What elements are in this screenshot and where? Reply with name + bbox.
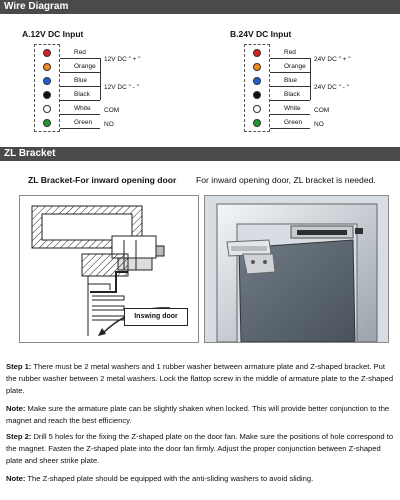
step2-paragraph — [6, 431, 396, 467]
wire-b-wire-dot-white — [253, 105, 261, 113]
wire-a-wire-label-green: Green — [74, 119, 93, 126]
wire-a-wire-label-red: Red — [74, 49, 86, 56]
wire-b-wire-line-white — [270, 114, 310, 115]
wire-a-wire-line-white — [60, 114, 100, 115]
note2-text: The Z-shaped plate should be equipped with the anti-sliding washers to avoid sliding. — [27, 474, 314, 483]
wire-b-wire-dot-black — [253, 91, 261, 99]
wire-a-com-label: COM — [104, 106, 120, 114]
wire-b-wire-dot-blue — [253, 77, 261, 85]
wire-a-title: A.12V DC Input — [22, 29, 84, 39]
wire-b-wire-dot-orange — [253, 63, 261, 71]
wire-b-plus-bracket — [310, 58, 311, 86]
wire-a-wire-line-orange — [60, 72, 100, 73]
wire-a-wire-dot-green — [43, 119, 51, 127]
wire-a-wire-label-white: White — [74, 105, 91, 112]
wire-a-wire-dot-red — [43, 49, 51, 57]
bracket-illustration — [19, 195, 199, 343]
wire-a-minus-bracket — [100, 86, 101, 100]
step1-label: Step 1: — [6, 362, 32, 371]
wire-a-plus-label: 12V DC " + " — [104, 56, 141, 64]
wire-b-wire-line-black — [270, 100, 310, 101]
bracket-photo-drawing — [205, 196, 388, 342]
wire-b-minus-bracket — [310, 86, 311, 100]
wire-b-wire-dot-red — [253, 49, 261, 57]
wire-b-wire-label-orange: Orange — [284, 63, 306, 70]
zl-heading: ZL Bracket-For inward opening door — [28, 175, 177, 185]
note1-paragraph — [6, 403, 396, 427]
wire-a-wire-line-blue — [60, 86, 100, 87]
wire-diagram-header: Wire Diagram — [0, 0, 400, 14]
wire-b-minus-label: 24V DC " - " — [314, 84, 349, 92]
wire-a-wire-dot-orange — [43, 63, 51, 71]
inswing-door-label: Inswing door — [124, 308, 188, 326]
note1-text: Make sure the armature plate can be slightly shaken when locked. This will provide better conjunction to the magnet and reach the best efficiency. — [6, 404, 390, 425]
wire-a-wire-label-black: Black — [74, 91, 90, 98]
wire-b-wire-label-blue: Blue — [284, 77, 298, 84]
wire-b-wire-label-green: Green — [284, 119, 303, 126]
note1-label: Note: — [6, 404, 26, 413]
wire-a-plus-bracket — [100, 58, 101, 86]
wire-b-title: B.24V DC Input — [230, 29, 292, 39]
wire-a-wire-line-black — [60, 100, 100, 101]
note2-label: Note: — [6, 474, 26, 483]
bracket-photo — [204, 195, 389, 343]
wire-b-wire-line-blue — [270, 86, 310, 87]
zl-bracket-header: ZL Bracket — [0, 147, 400, 161]
wire-b-com-label: COM — [314, 106, 330, 114]
step2-label: Step 2: — [6, 432, 32, 441]
wire-a-wire-dot-white — [43, 105, 51, 113]
wire-a-no-label: NO — [104, 120, 114, 128]
zl-subtitle: For inward opening door, ZL bracket is needed. — [196, 175, 376, 185]
wire-a-wire-line-green — [60, 128, 100, 129]
step1-text: There must be 2 metal washers and 1 rubber washer between armature plate and Z-shaped bracket. Put the rubber washer between 2 metal washers. Lock the flattop screw in the middle of armature plate to the Z-shaped plate. — [6, 362, 394, 395]
wire-a-wire-line-red — [60, 58, 100, 59]
wire-a-minus-label: 12V DC " - " — [104, 84, 139, 92]
wire-b-wire-line-green — [270, 128, 310, 129]
step1-paragraph — [6, 361, 396, 397]
note2-paragraph — [6, 473, 396, 485]
wire-b-wire-label-black: Black — [284, 91, 300, 98]
wire-b-no-label: NO — [314, 120, 324, 128]
step2-text: Drill 5 holes for the fixing the Z-shaped plate on the door fan. Make sure the positions of hole correspond to the magnet. Fasten the Z-shaped plate into the door fan firmly. Adjust the proper conjunction between Z-shaped plate and sheer strike plate. — [6, 432, 394, 465]
wire-a-wire-label-orange: Orange — [74, 63, 96, 70]
wire-b-wire-line-red — [270, 58, 310, 59]
wire-b-plus-label: 24V DC " + " — [314, 56, 351, 64]
wire-b-wire-label-white: White — [284, 105, 301, 112]
wire-b-wire-label-red: Red — [284, 49, 296, 56]
wire-a-wire-label-blue: Blue — [74, 77, 88, 84]
wire-a-wire-dot-blue — [43, 77, 51, 85]
wire-b-wire-line-orange — [270, 72, 310, 73]
wire-a-wire-dot-black — [43, 91, 51, 99]
wire-b-wire-dot-green — [253, 119, 261, 127]
